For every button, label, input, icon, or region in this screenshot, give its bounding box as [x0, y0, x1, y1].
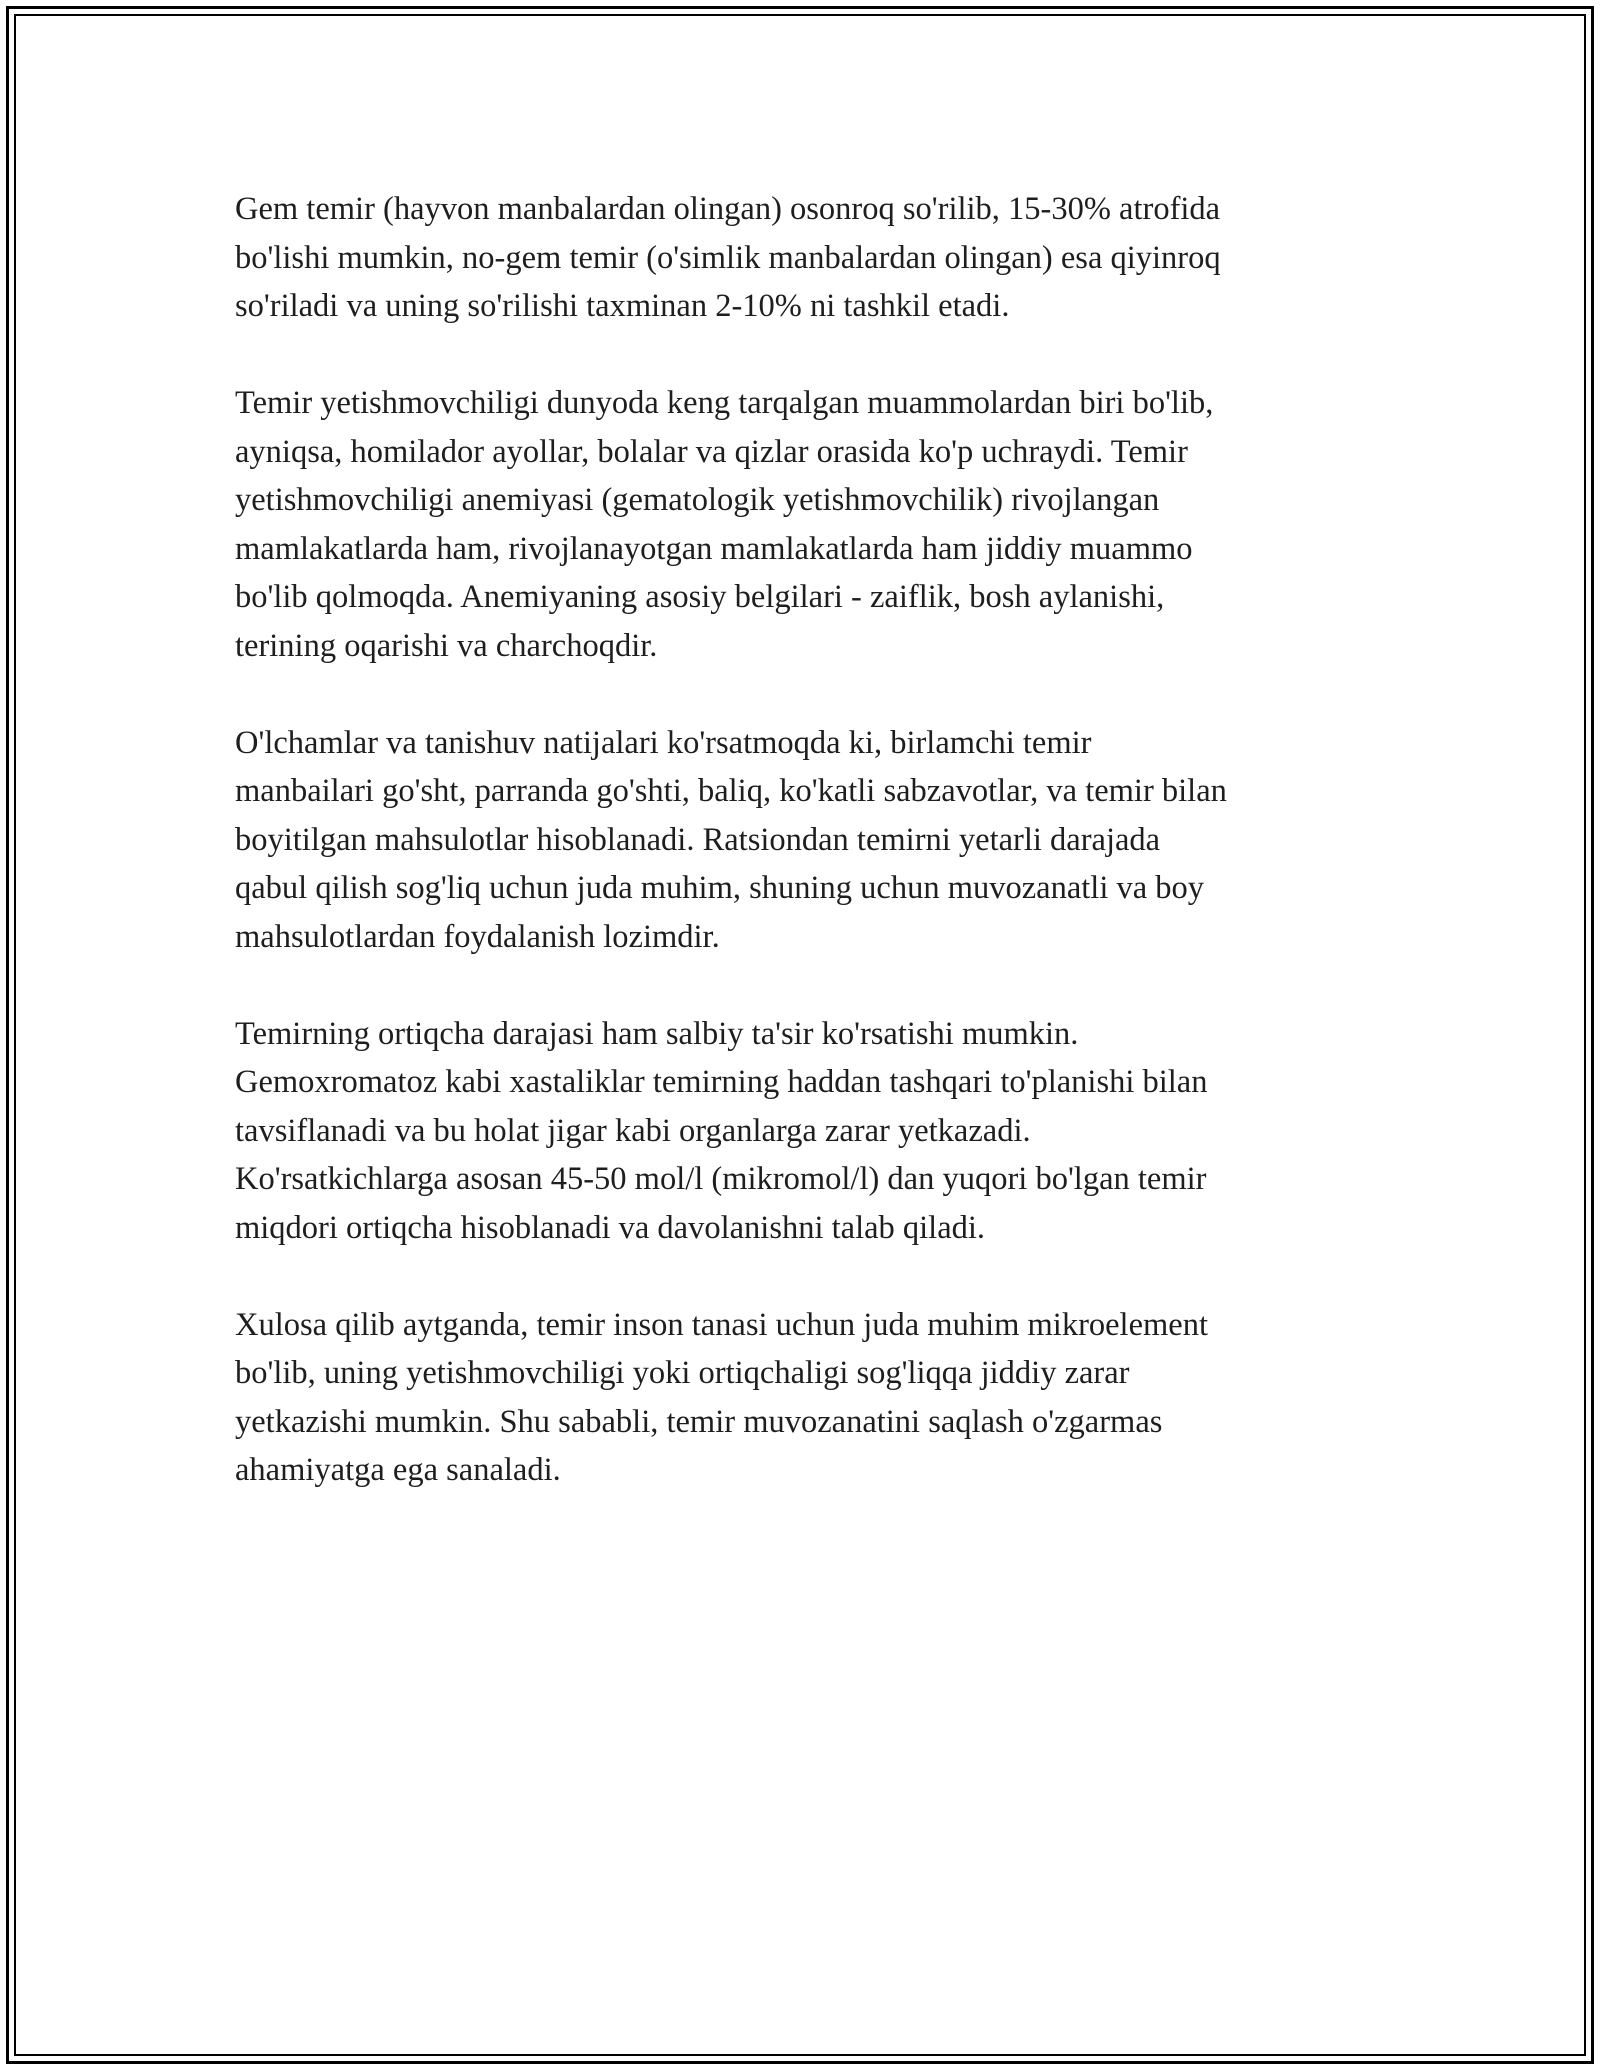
text-line: mamlakatlarda ham, rivojlanayotgan mamlakatlarda ham jiddiy muammo [235, 530, 1193, 567]
text-line: ahamiyatga ega sanaladi. [235, 1452, 561, 1488]
text-line: Gem temir (hayvon manbalardan olingan) osonroq so'rilib, 15-30% atrofida [235, 191, 1221, 227]
text-line: Temirning ortiqcha darajasi ham salbiy ta'sir ko'rsatishi mumkin. [235, 1015, 1079, 1052]
text-line: Xulosa qilib aytganda, temir inson tanasi uchun juda muhim mikroelement [235, 1306, 1209, 1343]
text-line: tavsiflanadi va bu holat jigar kabi organlarga zarar yetkazadi. [235, 1112, 1031, 1149]
text-line: terining oqarishi va charchoqdir. [235, 627, 658, 664]
text-line: yetkazishi mumkin. Shu sababli, temir muvozanatini saqlash o'zgarmas [235, 1403, 1163, 1440]
text-line: mahsulotlardan foydalanish lozimdir. [235, 918, 720, 955]
text-line: yetishmovchiligi anemiyasi (gematologik yetishmovchilik) rivojlangan [235, 482, 1160, 518]
text-line: so'riladi va uning so'rilishi taxminan 2-10% ni tashkil etadi. [235, 288, 1010, 324]
document-body [235, 185, 1375, 1543]
text-line: boyitilgan mahsulotlar hisoblanadi. Ratsiondan temirni yetarli darajada [235, 821, 1161, 858]
text-line: Ko'rsatkichlarga asosan 45-50 mol/l (mikromol/l) dan yuqori bo'lgan temir [235, 1161, 1207, 1197]
text-line: Temir yetishmovchiligi dunyoda keng tarqalgan muammolardan biri bo'lib, [235, 385, 1214, 421]
paragraph-iron-sources [235, 719, 1375, 962]
text-line: O'lchamlar va tanishuv natijalari ko'rsatmoqda ki, birlamchi temir [235, 724, 1092, 761]
text-line: Gemoxromatoz kabi xastaliklar temirning haddan tashqari to'planishi bilan [235, 1064, 1208, 1100]
paragraph-conclusion [235, 1301, 1375, 1495]
text-line: bo'lib qolmoqda. Anemiyaning asosiy belgilari - zaiflik, bosh aylanishi, [235, 579, 1165, 615]
text-line: miqdori ortiqcha hisoblanadi va davolanishni talab qiladi. [235, 1209, 986, 1246]
text-line: manbailari go'sht, parranda go'shti, baliq, ko'katli sabzavotlar, va temir bilan [235, 773, 1227, 809]
paragraph-iron-deficiency [235, 379, 1375, 670]
text-line: bo'lishi mumkin, no-gem temir (o'simlik manbalardan olingan) esa qiyinroq [235, 239, 1221, 276]
text-line: bo'lib, uning yetishmovchiligi yoki ortiqchaligi sog'liqqa jiddiy zarar [235, 1355, 1130, 1391]
text-line: ayniqsa, homilador ayollar, bolalar va qizlar orasida ko'p uchraydi. Temir [235, 433, 1188, 470]
text-line: qabul qilish sog'liq uchun juda muhim, shuning uchun muvozanatli va boy [235, 870, 1205, 906]
paragraph-gem-iron-absorption [235, 185, 1375, 331]
paragraph-iron-excess [235, 1010, 1375, 1253]
